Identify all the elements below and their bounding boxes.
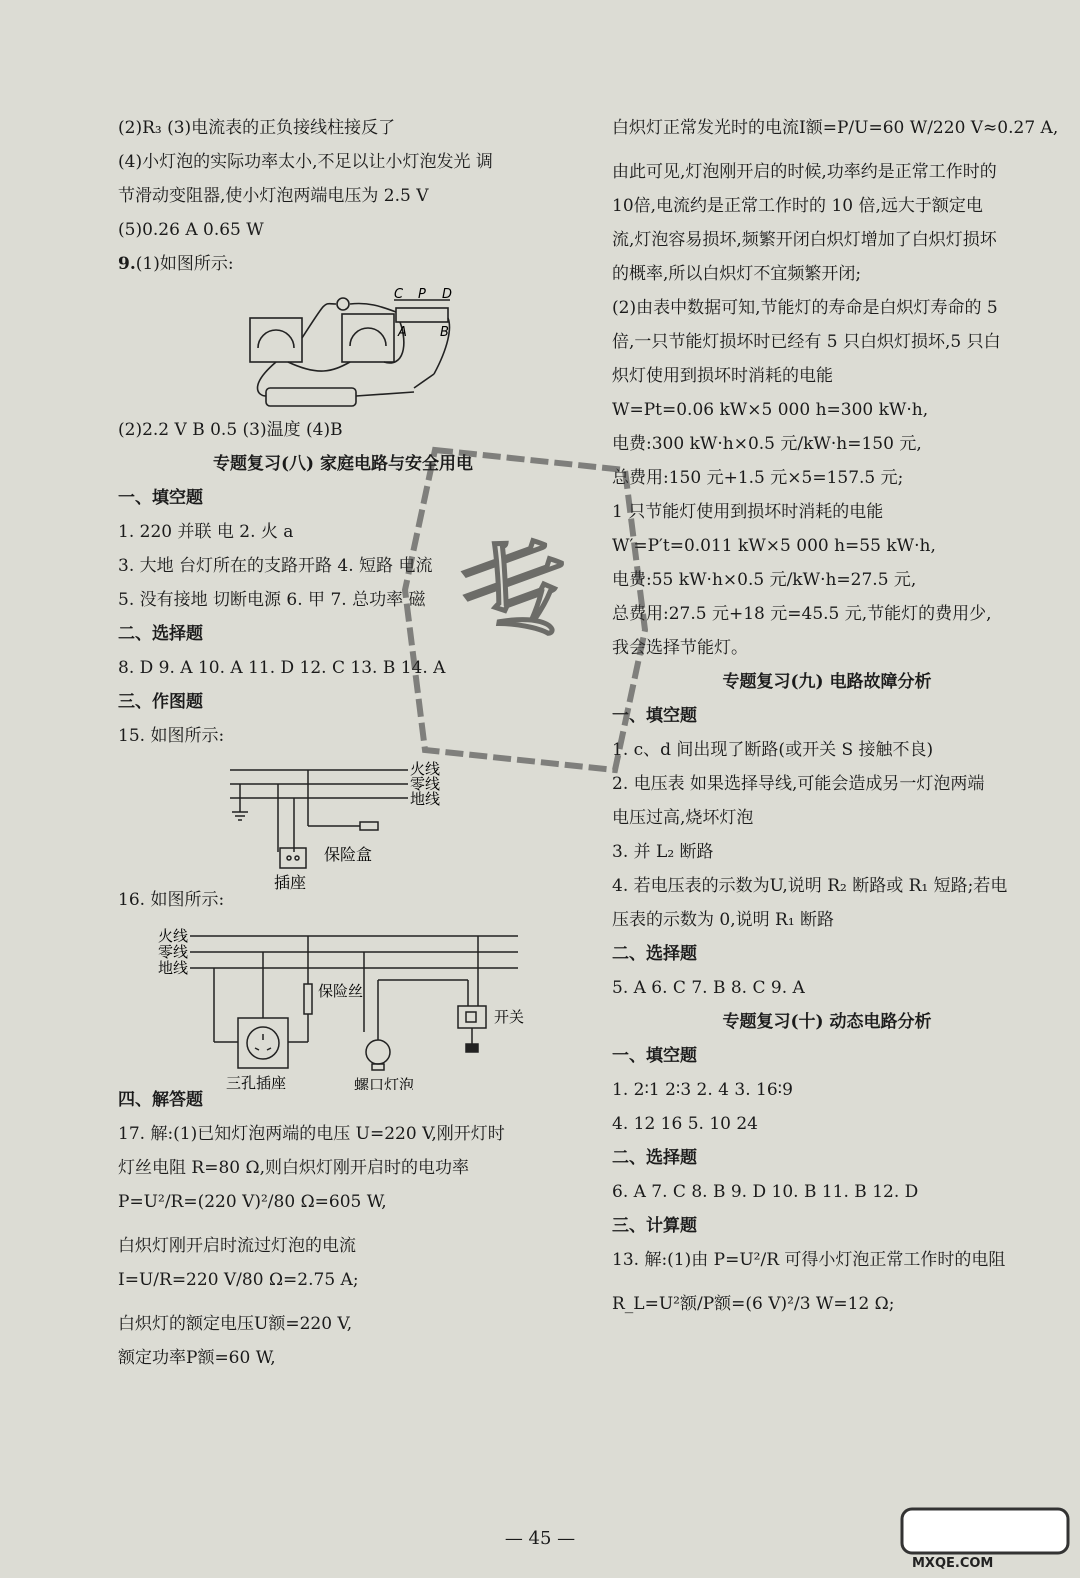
- answer-line: 灯丝电阻 R=80 Ω,则白炽灯刚开启时的电功率: [118, 1158, 469, 1178]
- answer-line: 1. c、d 间出现了断路(或开关 S 接触不良): [612, 740, 934, 760]
- answer-line: 3. 大地 台灯所在的支路开路 4. 短路 电流: [118, 556, 433, 576]
- answer-line: W′=P′t=0.011 kW×5 000 h=55 kW·h,: [612, 536, 936, 556]
- answer-line: 由此可见,灯泡刚开启的时候,功率约是正常工作时的: [612, 162, 997, 182]
- circuit-diagram: [118, 288, 568, 420]
- section-heading: 一、填空题: [118, 488, 203, 508]
- answer-line: 1 只节能灯使用到损坏时消耗的电能: [612, 502, 884, 522]
- answer-line: 16. 如图所示:: [118, 890, 225, 910]
- battery-icon: [266, 388, 356, 406]
- switch-icon: [414, 374, 434, 388]
- fuse-icon: [360, 822, 378, 830]
- fig16-socket-label: 三孔插座: [226, 1074, 287, 1090]
- formula-line: P=U²/R=(220 V)²/80 Ω=605 W,: [118, 1192, 387, 1212]
- section-title: 专题复习(十) 动态电路分析: [722, 1012, 932, 1032]
- formula-line: I=U/R=220 V/80 Ω=2.75 A;: [118, 1270, 359, 1290]
- section-heading: 二、选择题: [612, 944, 697, 964]
- answer-line: 白炽灯的额定电压U额=220 V,: [118, 1314, 353, 1334]
- answer-line: 额定功率P额=60 W,: [118, 1348, 276, 1368]
- answer-line: 8. D 9. A 10. A 11. D 12. C 13. B 14. A: [118, 658, 446, 678]
- answer-line: 倍,一只节能灯损坏时已经有 5 只白炽灯损坏,5 只白: [612, 332, 1001, 352]
- circuit-figure-9: [118, 288, 568, 420]
- rheostat-icon: [396, 308, 448, 322]
- answer-line: 4. 若电压表的示数为U,说明 R₂ 断路或 R₁ 短路;若电: [612, 876, 1008, 896]
- house-wiring-diagram-16: [118, 924, 568, 1090]
- fig16-live-label: 火线: [158, 927, 189, 945]
- section-heading: 三、作图题: [118, 692, 203, 712]
- section-heading: 二、选择题: [118, 624, 203, 644]
- three-pin-socket-icon: [238, 1018, 288, 1068]
- answer-line: 电费:300 kW·h×0.5 元/kW·h=150 元,: [612, 434, 922, 454]
- answer-line: 4. 12 16 5. 10 24: [612, 1114, 758, 1134]
- answer-line: (2)R₃ (3)电流表的正负接线柱接反了: [118, 118, 396, 138]
- answer-line: 白炽灯刚开启时流过灯泡的电流: [118, 1236, 356, 1256]
- fig15-socket-label: 插座: [274, 873, 307, 890]
- fig9-label-c: C: [394, 288, 404, 302]
- section-heading: 一、填空题: [612, 706, 697, 726]
- formula-line: R_L=U²额/P额=(6 V)²/3 W=12 Ω;: [612, 1294, 895, 1314]
- fig16-bulb-label: 螺口灯泡: [354, 1076, 415, 1090]
- fuse-icon: [304, 984, 312, 1014]
- answer-line: (5)0.26 A 0.65 W: [118, 220, 264, 240]
- right-column: [612, 118, 1059, 1338]
- circuit-figure-16: [118, 924, 568, 1090]
- fig15-earth-label: 地线: [410, 790, 441, 808]
- answer-line: 炽灯使用到损坏时消耗的电能: [612, 366, 833, 386]
- answer-line: 总费用:27.5 元+18 元=45.5 元,节能灯的费用少,: [612, 604, 992, 624]
- answer-line: 的概率,所以白炽灯不宜频繁开闭;: [612, 264, 862, 284]
- answer-line: 我会选择节能灯。: [612, 638, 748, 658]
- fig16-neutral-label: 零线: [158, 943, 189, 961]
- answer-line: 2. 电压表 如果选择导线,可能会造成另一灯泡两端: [612, 774, 985, 794]
- fig16-switch-label: 开关: [494, 1008, 525, 1026]
- section-title: 专题复习(八) 家庭电路与安全用电: [212, 454, 473, 474]
- section-heading: 四、解答题: [118, 1090, 203, 1110]
- fig16-fuse-label: 保险丝: [318, 982, 364, 1000]
- fig15-neutral-label: 零线: [410, 775, 441, 793]
- screw-bulb-icon: [366, 1040, 390, 1064]
- fig9-label-p: P: [418, 288, 426, 302]
- answer-line: 5. 没有接地 切断电源 6. 甲 7. 总功率 磁: [118, 590, 426, 610]
- question-text: (1)如图所示:: [135, 254, 234, 274]
- answer-line: 节滑动变阻器,使小灯泡两端电压为 2.5 V: [118, 186, 429, 206]
- answer-line: W=Pt=0.06 kW×5 000 h=300 kW·h,: [612, 400, 929, 420]
- answer-line: 电费:55 kW·h×0.5 元/kW·h=27.5 元,: [612, 570, 917, 590]
- answer-line: 1. 2∶1 2∶3 2. 4 3. 16∶9: [612, 1080, 793, 1100]
- socket-icon: [280, 848, 306, 868]
- answer-line: 总费用:150 元+1.5 元×5=157.5 元;: [612, 468, 904, 488]
- answer-line: 6. A 7. C 8. B 9. D 10. B 11. B 12. D: [612, 1182, 919, 1202]
- answer-line: (2)2.2 V B 0.5 (3)温度 (4)B: [118, 420, 343, 440]
- switch-icon: [458, 1006, 486, 1028]
- section-title: 专题复习(九) 电路故障分析: [722, 672, 932, 692]
- answer-line: (4)小灯泡的实际功率太小,不足以让小灯泡发光 调: [118, 152, 493, 172]
- answer-line: 17. 解:(1)已知灯泡两端的电压 U=220 V,刚开灯时: [118, 1124, 505, 1144]
- stamp-watermark: [395, 430, 655, 790]
- formula-line: 白炽灯正常发光时的电流I额=P/U=60 W/220 V≈0.27 A,: [612, 118, 1059, 138]
- section-heading: 三、计算题: [612, 1216, 697, 1236]
- fig9-label-a: A: [398, 325, 407, 340]
- answer-line: 电压过高,烧坏灯泡: [612, 808, 754, 828]
- section-heading: 一、填空题: [612, 1046, 697, 1066]
- voltmeter-icon: [342, 314, 394, 362]
- fig15-live-label: 火线: [410, 760, 441, 778]
- answer-line: (2)由表中数据可知,节能灯的寿命是白炽灯寿命的 5: [612, 298, 998, 318]
- fig16-earth-label: 地线: [158, 959, 189, 977]
- fig9-label-d: D: [442, 288, 453, 302]
- ammeter-icon: [250, 318, 302, 362]
- question-number: 9.: [118, 254, 136, 274]
- svg-text:专: 专: [445, 514, 593, 673]
- answer-line: 10倍,电流约是正常工作时的 10 倍,远大于额定电: [612, 196, 983, 216]
- answer-line: 流,灯泡容易损坏,频繁开闭白炽灯增加了白炽灯损坏: [612, 230, 997, 250]
- answer-line: 1. 220 并联 电 2. 火 a: [118, 522, 294, 542]
- fig9-label-b: B: [440, 325, 449, 340]
- page-number: — 45 —: [504, 1528, 576, 1549]
- svg-text:MXQE.COM: MXQE.COM: [912, 1556, 994, 1571]
- answer-line: 5. A 6. C 7. B 8. C 9. A: [612, 978, 805, 998]
- answer-line: 压表的示数为 0,说明 R₁ 断路: [612, 910, 835, 930]
- question-9: [118, 254, 568, 288]
- answer-line: 15. 如图所示:: [118, 726, 225, 746]
- answer-line: 3. 并 L₂ 断路: [612, 842, 714, 862]
- bulb-icon: [337, 298, 349, 310]
- section-heading: 二、选择题: [612, 1148, 697, 1168]
- formula-line: 13. 解:(1)由 P=U²/R 可得小灯泡正常工作时的电阻: [612, 1250, 1006, 1270]
- site-logo: [900, 1505, 1070, 1573]
- fig15-fuse-box-label: 保险盒: [324, 845, 373, 864]
